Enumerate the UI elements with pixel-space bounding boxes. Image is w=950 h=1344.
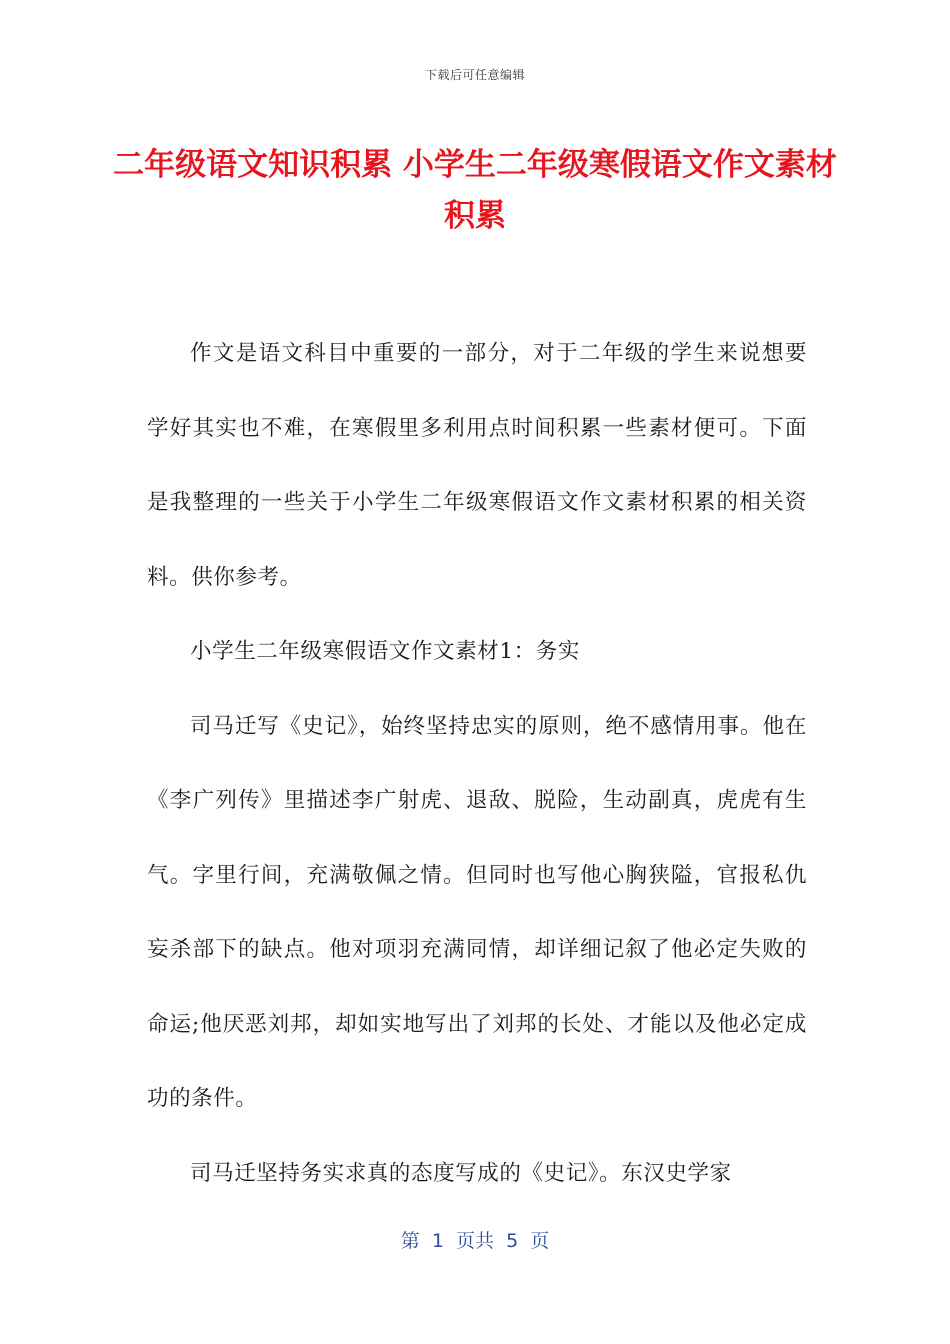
document-title: 二年级语文知识积累 小学生二年级寒假语文作文素材积累: [113, 147, 837, 234]
paragraph-continuation: 司马迁坚持务实求真的态度写成的《史记》。东汉史学家: [190, 1160, 732, 1186]
header-note: 下载后可任意编辑: [424, 68, 525, 82]
paragraph-sima-qian: 司马迁写《史记》，始终坚持忠实的原则，绝不感情用事。他在《李广列传》里描述李广射虎、退敌、脱险，生动副真，虎虎有生气。字里行间，充满敬佩之情。但同时也写他心胸狭隘，官报私仇妄杀部下的缺点。他对项羽充满同情，却详细记叙了他必定失败的命运;他厌恶刘邦，却如实地写出了刘邦的长处、才能以及他必定成功的条件。: [147, 713, 807, 1111]
paragraph-intro: 作文是语文科目中重要的一部分，对于二年级的学生来说想要学好其实也不难，在寒假里多利用点时间积累一些素材便可。下面是我整理的一些关于小学生二年级寒假语文作文素材积累的相关资料。供你参考。: [147, 341, 807, 590]
section-heading: 小学生二年级寒假语文作文素材1：务实: [190, 639, 580, 664]
page-number: 第 1 页共 5 页: [400, 1230, 550, 1252]
document-body: [147, 317, 807, 1211]
